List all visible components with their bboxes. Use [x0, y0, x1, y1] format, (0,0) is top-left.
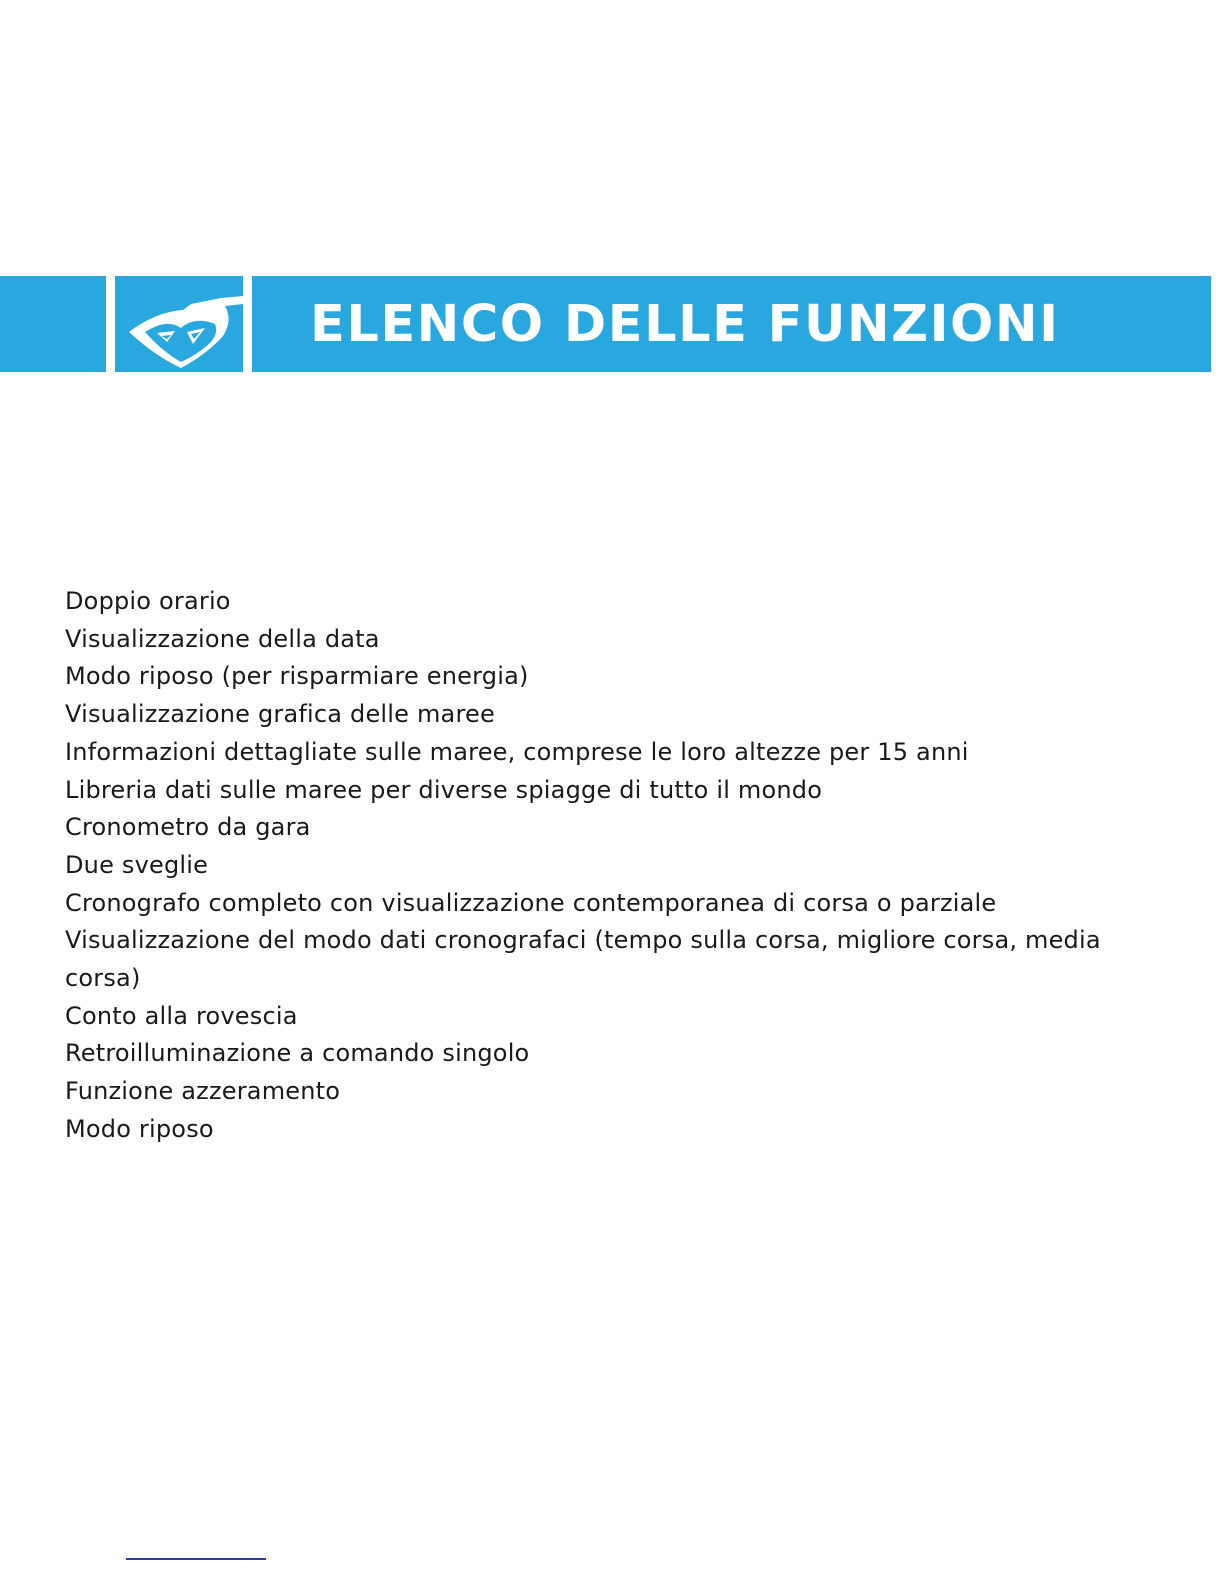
feature-item: Visualizzazione della data [65, 624, 380, 653]
feature-item: Conto alla rovescia [65, 1001, 298, 1030]
heart-logo-icon [115, 276, 243, 372]
banner-title-block [252, 276, 1211, 372]
title-banner [0, 276, 1211, 372]
feature-item: Informazioni dettagliate sulle maree, comprese le loro altezze per 15 anni [65, 737, 969, 766]
feature-item: Visualizzazione grafica delle maree [65, 700, 495, 729]
feature-item: Modo riposo [65, 1114, 214, 1143]
feature-item: Visualizzazione del modo dati cronografaci (tempo sulla corsa, migliore corsa, media corsa) [65, 926, 1101, 993]
banner-logo-block [115, 276, 243, 372]
feature-item: Doppio orario [65, 587, 231, 615]
page-title: ELENCO DELLE FUNZIONI [310, 295, 1060, 354]
feature-item: Due sveglie [65, 850, 209, 879]
banner-left-block [0, 276, 106, 372]
footer-divider [126, 1558, 266, 1560]
feature-item: Cronometro da gara [65, 813, 311, 842]
feature-list [65, 583, 1175, 1149]
feature-item: Modo riposo (per risparmiare energia) [65, 662, 529, 691]
feature-item: Libreria dati sulle maree per diverse spiagge di tutto il mondo [65, 775, 823, 804]
feature-item: Cronografo completo con visualizzazione contemporanea di corsa o parziale [65, 888, 997, 917]
feature-item: Retroilluminazione a comando singolo [65, 1039, 530, 1068]
feature-item: Funzione azzeramento [65, 1077, 341, 1106]
